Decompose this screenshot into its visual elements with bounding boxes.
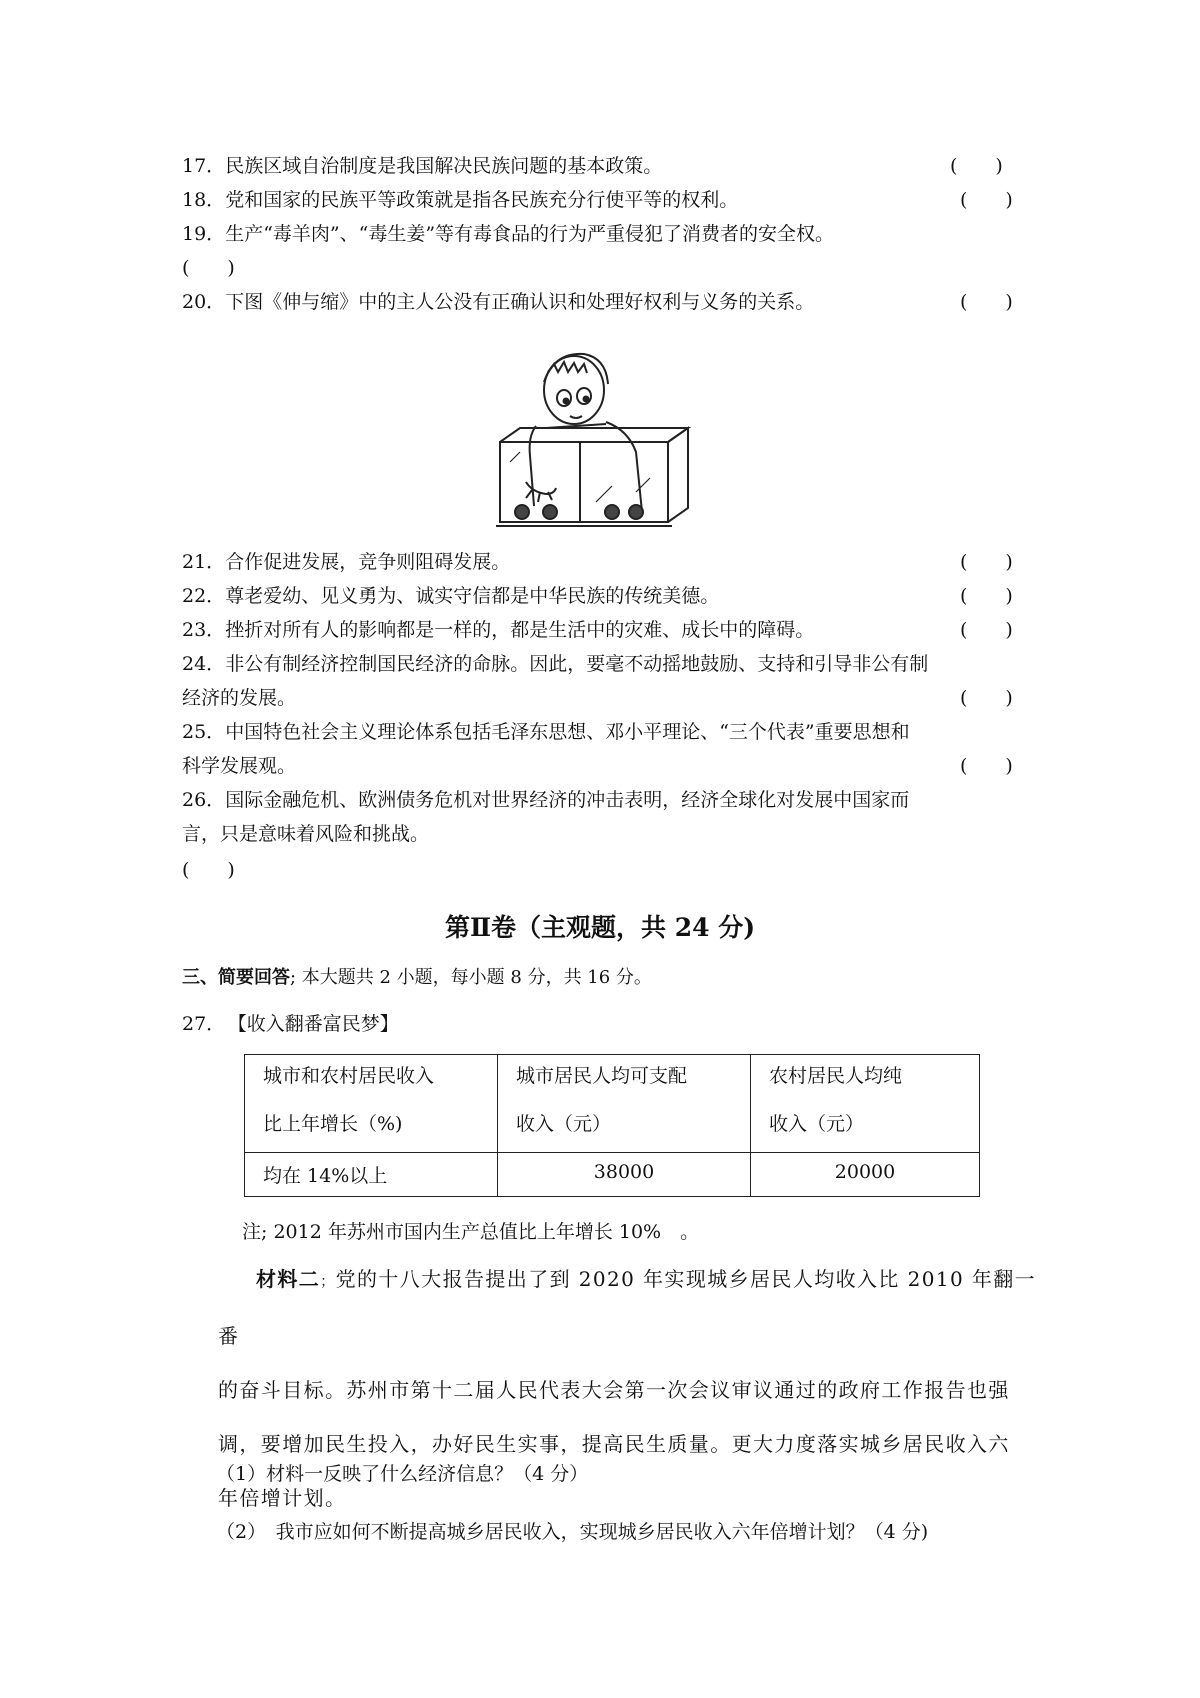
answer-paren-24[interactable]: ( ) [960, 687, 1013, 709]
question-24: 24．非公有制经济控制国民经济的命脉。因此，要毫不动摇地鼓励、支持和引导非公有制 [182, 653, 929, 675]
section-2-title: 第Ⅱ卷（主观题，共 24 分) [444, 913, 756, 942]
answer-paren-17[interactable]: ( ) [950, 155, 1003, 177]
question-27-title: 27． 【收入翻番富民梦】 [182, 1013, 399, 1035]
sub-question-1: （1）材料一反映了什么经济信息？（4 分） [216, 1463, 589, 1485]
income-table [244, 1054, 980, 1197]
answer-paren-22[interactable]: ( ) [960, 585, 1013, 607]
table-header-cell: 城市居民人均可支配 收入（元） [498, 1055, 751, 1153]
question-21: 21．合作促进发展，竞争则阻碍发展。 [182, 551, 511, 573]
answer-paren-26[interactable]: ( ) [182, 859, 235, 881]
material-2: 材料二；党的十八大报告提出了到 2020 年实现城乡居民人均收入比 2010 年翻一番 的奋斗目标。苏州市第十二届人民代表大会第一次会议审议通过的政府工作报告也强 调，要增加民生投入，办好民生实事，提高民生质量。更大力度落实城乡居民收入六 年倍增计划。 [218, 1267, 1037, 1510]
table-cell: 20000 [751, 1153, 980, 1197]
answer-paren-25[interactable]: ( ) [960, 755, 1013, 777]
table-cell: 均在 14%以上 [245, 1153, 498, 1197]
table-note: 注; 2012 年苏州市国内生产总值比上年增长 10% 。 [242, 1221, 700, 1243]
question-26: 26．国际金融危机、欧洲债务危机对世界经济的冲击表明，经济全球化对发展中国家而 [182, 789, 910, 811]
question-25: 25．中国特色社会主义理论体系包括毛泽东思想、邓小平理论、“三个代表”重要思想和 [182, 721, 910, 743]
question-20: 20．下图《伸与缩》中的主人公没有正确认识和处理好权利与义务的关系。 [182, 291, 815, 313]
answer-paren-20[interactable]: ( ) [960, 291, 1013, 313]
table-header-cell: 农村居民人均纯 收入（元） [751, 1055, 980, 1153]
table-cell: 38000 [498, 1153, 751, 1197]
question-26-continued: 言，只是意味着风险和挑战。 [182, 823, 430, 845]
table-header-row [245, 1055, 980, 1153]
question-23: 23．挫折对所有人的影响都是一样的，都是生活中的灾难、成长中的障碍。 [182, 619, 815, 641]
sub-question-2: （2） 我市应如何不断提高城乡居民收入，实现城乡居民收入六年倍增计划？（4 分) [216, 1521, 929, 1543]
answer-paren-18[interactable]: ( ) [960, 189, 1013, 211]
cartoon-stretch-shrink-image [486, 342, 700, 530]
question-18: 18．党和国家的民族平等政策就是指各民族充分行使平等的权利。 [182, 189, 739, 211]
question-25-continued: 科学发展观。 [182, 755, 297, 777]
question-17: 17．民族区域自治制度是我国解决民族问题的基本政策。 [182, 155, 663, 177]
answer-paren-23[interactable]: ( ) [960, 619, 1013, 641]
part-3-header: 三、简要回答; 本大题共 2 小题，每小题 8 分，共 16 分。 [182, 967, 652, 988]
question-24-continued: 经济的发展。 [182, 687, 297, 709]
answer-paren-19[interactable]: ( ) [182, 257, 235, 279]
question-22: 22．尊老爱幼、见义勇为、诚实守信都是中华民族的传统美德。 [182, 585, 720, 607]
question-19: 19．生产“毒羊肉”、“毒生姜”等有毒食品的行为严重侵犯了消费者的安全权。 [182, 223, 835, 245]
table-header-cell: 城市和农村居民收入 比上年增长（%) [245, 1055, 498, 1153]
table-row [245, 1153, 980, 1197]
answer-paren-21[interactable]: ( ) [960, 551, 1013, 573]
